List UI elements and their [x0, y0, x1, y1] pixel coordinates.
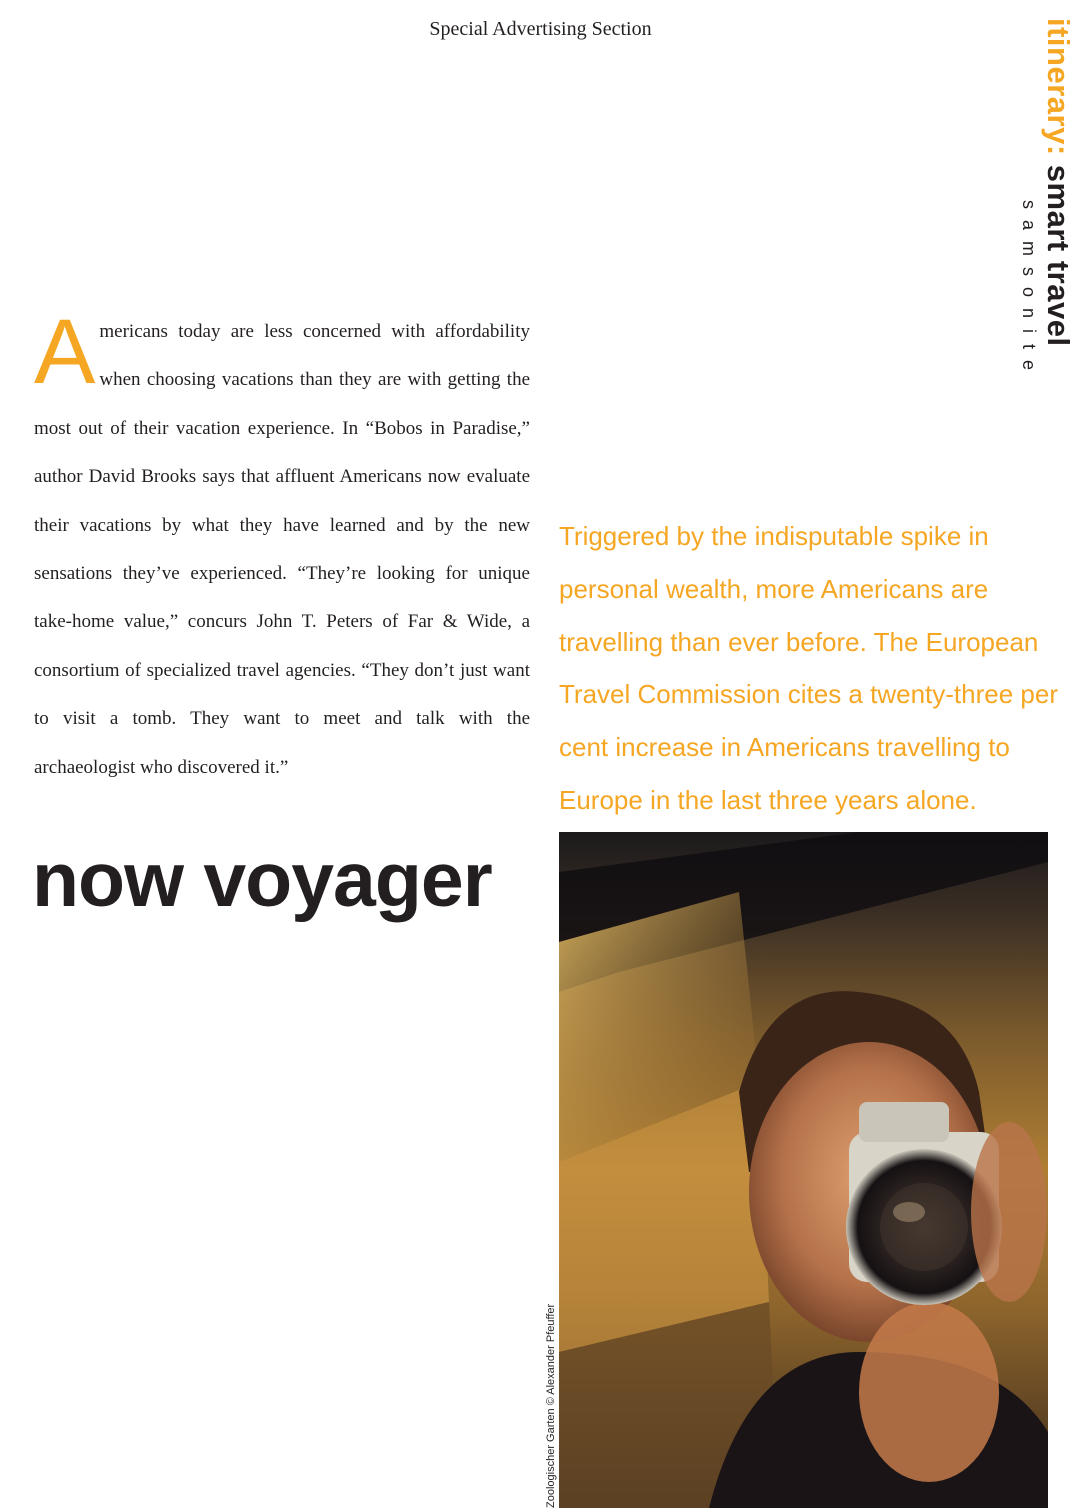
- photo-credit: Zoologischer Garten © Alexander Pfeuffer: [545, 1303, 557, 1508]
- article-body-text: mericans today are less concerned with affordability when choosing vacations than they are with getting the most out of their vacation experience. In “Bobos in Paradise,” author David Brooks says that affluent Americans now evaluate their vacations by what they have learned and by the new sensations they’ve experienced. “They’re looking for unique take-home value,” concurs John T. Peters of Far & Wide, a consortium of specialized travel agencies. “They don’t just want to visit a tomb. They want to meet and talk with the archaeologist who discovered it.”: [34, 321, 530, 778]
- pull-quote: Triggered by the indisputable spike in personal wealth, more Americans are travelling than ever before. The European Travel Commission cites a twenty-three per cent increase in Americans travelling to Europe in the last three years alone.: [559, 521, 1058, 815]
- photo-traveler-with-camera: [559, 832, 1048, 1508]
- photo-illustration: [559, 832, 1048, 1508]
- side-banner-title: [1041, 18, 1075, 398]
- side-banner: [1013, 18, 1075, 398]
- headline: now voyager: [32, 837, 492, 923]
- itinerary-label: itinerary:: [1041, 18, 1076, 156]
- drop-cap: A: [34, 301, 96, 403]
- section-header: Special Advertising Section: [429, 18, 652, 40]
- brand-label: samsonite: [1019, 200, 1039, 382]
- topic-label: smart travel: [1041, 164, 1076, 347]
- article-body: [34, 301, 530, 792]
